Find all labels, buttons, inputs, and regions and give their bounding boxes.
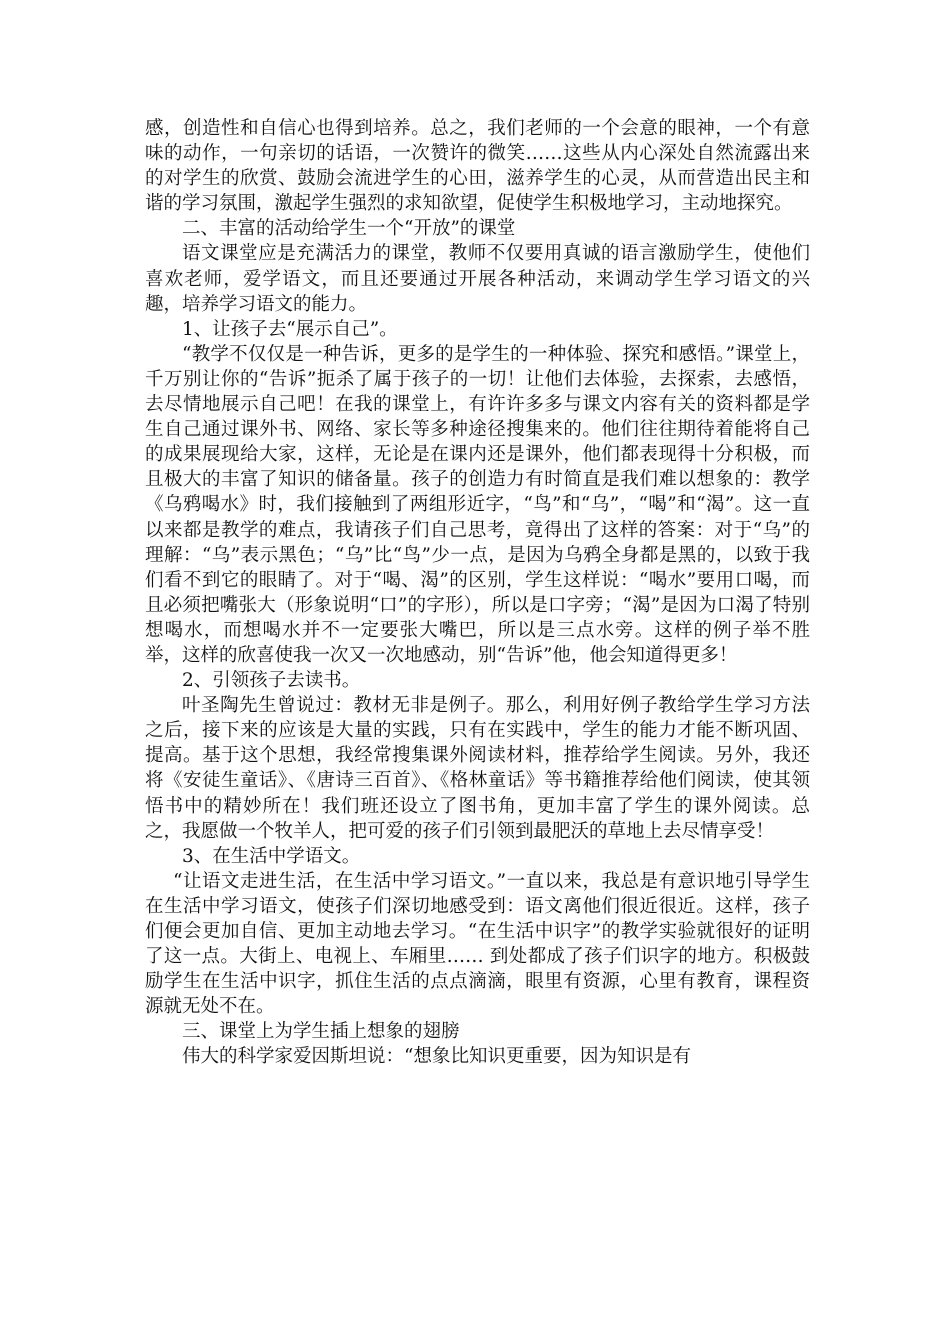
document-page xyxy=(145,116,810,1070)
subheading-1: 1、让孩子去“展示自己”。 xyxy=(182,318,398,340)
paragraph-continuation: 感，创造性和自信心也得到培养。总之，我们老师的一个会意的眼神，一个有意味的动作，一句亲切的话语，一次赞许的微笑……这些从内心深处自然流露出来的对学生的欣赏、鼓励会流进学生的心田，滋养学生的心灵，从而营造出民主和谐的学习氛围，激起学生强烈的求知欲望，促使学生积极地学习，主动地探究。 xyxy=(145,118,810,215)
paragraph-reading: 叶圣陶先生曾说过：教材无非是例子。那么，利用好例子教给学生学习方法之后，接下来的应该是大量的实践，只有在实践中，学生的能力才能不断巩固、提高。基于这个思想，我经常搜集课外阅读材料，推荐给学生阅读。另外，我还将《安徒生童话》、《唐诗三百首》、《格林童话》等书籍推荐给他们阅读，使其领悟书中的精妙所在！我们班还设立了图书角，更加丰富了学生的课外阅读。总之，我愿做一个牧羊人，把可爱的孩子们引领到最肥沃的草地上去尽情享受！ xyxy=(145,695,810,842)
section-heading-3: 三、课堂上为学生插上想象的翅膀 xyxy=(182,1021,460,1043)
subheading-3: 3、在生活中学语文。 xyxy=(182,845,361,867)
section-heading-2: 二、丰富的活动给学生一个“开放”的课堂 xyxy=(182,218,516,240)
paragraph-life-learning: “让语文走进生活，在生活中学习语文。”一直以来，我总是有意识地引导学生在生活中学习语文，使孩子们深切地感受到：语文离他们很近很近。这样，孩子们便会更加自信、更加主动地去学习。“在生活中识字”的教学实验就很好的证明了这一点。大街上、电视上、车厢里…… 到处都成了孩子们识字的地方。积极鼓励学生在生活中识字，抓住生活的点点滴滴，眼里有资源，心里有教育，课程资源就无处不在。 xyxy=(145,870,810,1018)
paragraph-imagination: 伟大的科学家爱因斯坦说：“想象比知识更重要，因为知识是有 xyxy=(182,1046,691,1068)
paragraph-lively-classroom: 语文课堂应是充满活力的课堂，教师不仅要用真诚的语言激励学生，使他们喜欢老师，爱学语文，而且还要通过开展各种活动，来调动学生学习语文的兴趣，培养学习语文的能力。 xyxy=(145,243,810,315)
paragraph-show-yourself: “教学不仅仅是一种告诉，更多的是学生的一种体验、探究和感悟。”课堂上，千万别让你的“告诉”扼杀了属于孩子的一切！让他们去体验，去探索，去感悟，去尽情地展示自己吧！在我的课堂上，有许许多多与课文内容有关的资料都是学生自己通过课外书、网络、家长等多种途径搜集来的。他们往往期待着能将自己的成果展现给大家，这样，无论是在课内还是课外，他们都表现得十分积极，而且极大的丰富了知识的储备量。孩子的创造力有时简直是我们难以想象的：教学《乌鸦喝水》时，我们接触到了两组形近字，“鸟”和“乌”，“喝”和“渴”。这一直以来都是教学的难点，我请孩子们自己思考，竟得出了这样的答案：对于“乌”的理解：“乌”表示黑色；“乌”比“鸟”少一点，是因为乌鸦全身都是黑的，以致于我们看不到它的眼睛了。对于“喝、渴”的区别，学生这样说：“喝水”要用口喝，而且必须把嘴张大（形象说明“口”的字形），所以是口字旁；“渴”是因为口渴了特别想喝水，而想喝水并不一定要张大嘴巴，所以是三点水旁。这样的例子举不胜举，这样的欣喜使我一次又一次地感动，别“告诉”他，他会知道得更多！ xyxy=(145,343,810,666)
subheading-2: 2、引领孩子去读书。 xyxy=(182,670,361,692)
